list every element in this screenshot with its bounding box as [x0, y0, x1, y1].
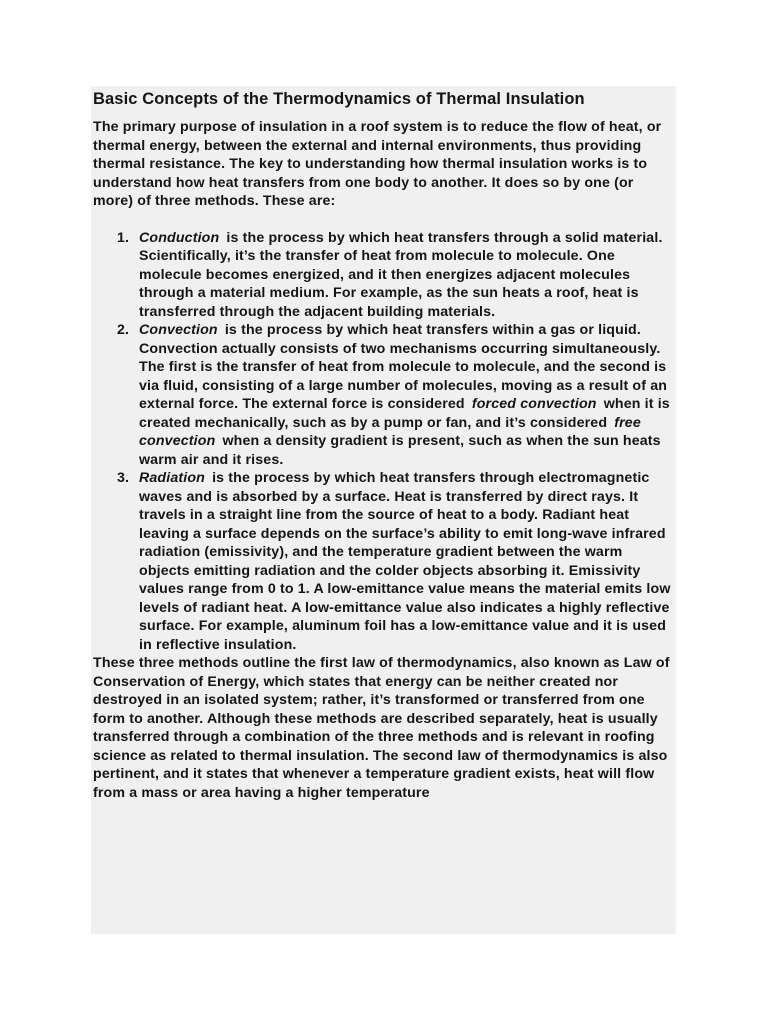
method-number: 3.	[117, 470, 130, 486]
inline-term-free-convection: free convection	[139, 414, 641, 449]
method-item-radiation	[93, 469, 674, 654]
method-description: is the process by which heat transfers within a gas or liquid. Convection actually consists of two mechanisms occurring simultaneously. The first is the transfer of heat from molecule to molecule, and the second is via fluid, consisting of a large number of molecules, moving as a result of an external force. The external force is considered	[139, 322, 668, 412]
method-number: 2.	[117, 322, 130, 338]
method-description-cont: when it is created mechanically, such as by a pump or fan, and it’s considered	[139, 396, 670, 431]
intro-paragraph: The primary purpose of insulation in a roof system is to reduce the flow of heat, or thermal energy, between the external and internal environments, thus providing thermal resistance. The key to understanding how thermal insulation works is to understand how heat transfers from one body to another. It does so by one (or more) of three methods. These are:	[93, 119, 662, 209]
document-title: Basic Concepts of the Thermodynamics of Thermal Insulation	[93, 90, 585, 108]
text-block-inner	[91, 86, 676, 802]
method-description: is the process by which heat transfers through electromagnetic waves and is absorbed by a surface. Heat is transferred by direct rays. It travels in a straight line from the source of heat to a body. Radiant heat leaving a surface depends on the surface’s ability to emit long-wave infrared radiation (emissivity), and the temperature gradient between the warm objects emitting radiation and the colder objects absorbing it. Emissivity values range from 0 to 1. A low-emittance value means the material emits low levels of radiant heat. A low-emittance value also indicates a highly reflective surface. For example, aluminum foil has a low-emittance value and it is used in reflective insulation.	[139, 470, 671, 653]
method-term: Radiation	[139, 470, 205, 486]
method-term: Conduction	[139, 229, 220, 246]
text-block	[91, 86, 676, 934]
method-number: 1.	[117, 229, 130, 246]
closing-paragraph: These three methods outline the first law of thermodynamics, also known as Law of Conservation of Energy, which states that energy can be neither created nor destroyed in an isolated system; rather, it’s transformed or transferred from one form to another. Although these methods are described separately, heat is usually transferred through a combination of the three methods and is relevant in roofing science as related to thermal insulation. The second law of thermodynamics is also pertinent, and it states that whenever a temperature gradient exists, heat will flow from a mass or area having a higher temperature	[93, 655, 670, 801]
method-item-conduction	[93, 229, 674, 322]
method-description: is the process by which heat transfers through a solid material. Scientifically, it’s the transfer of heat from molecule to molecule. One molecule becomes energized, and it then energizes adjacent molecules through a material medium. For example, as the sun heats a roof, heat is transferred through the adjacent building materials.	[139, 229, 663, 320]
methods-list	[93, 229, 674, 655]
method-item-convection	[93, 321, 674, 469]
method-term: Convection	[139, 322, 218, 338]
method-description-end: when a density gradient is present, such as when the sun heats warm air and it rises.	[139, 433, 661, 468]
inline-term-forced-convection: forced convection	[471, 396, 597, 412]
